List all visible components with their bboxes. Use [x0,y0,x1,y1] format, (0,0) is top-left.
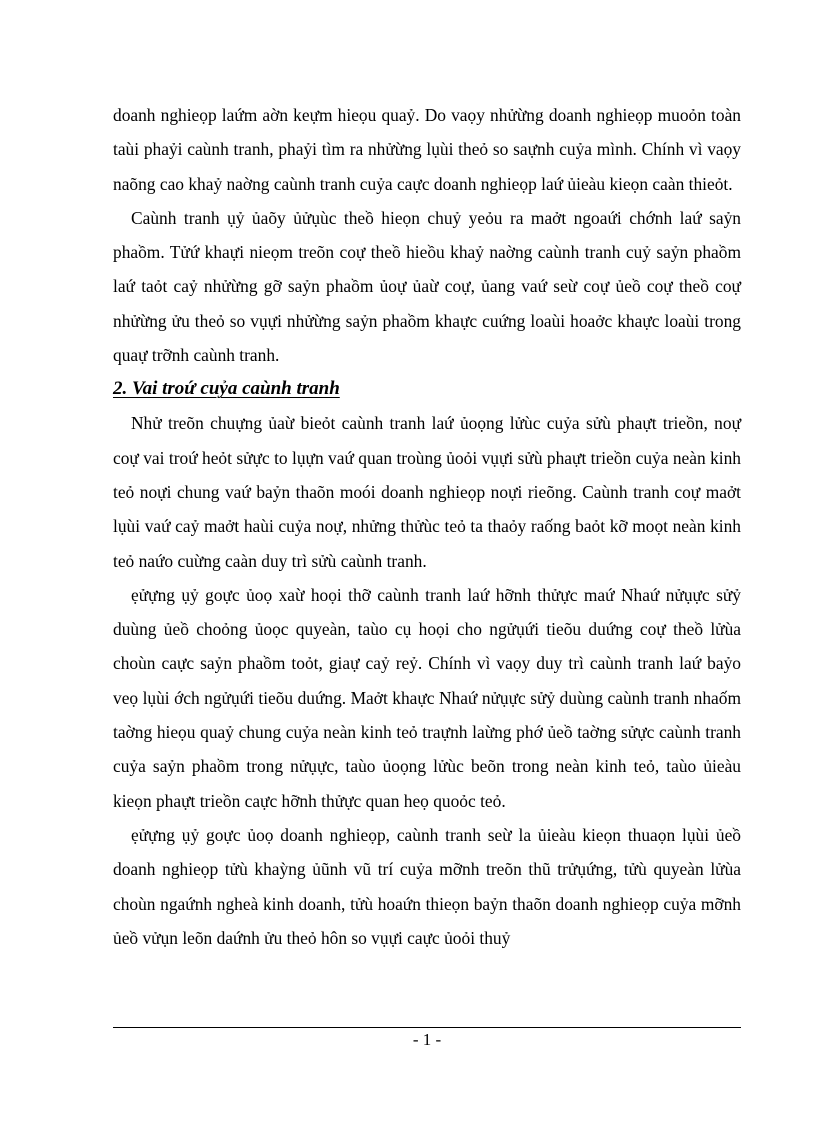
footer-divider [113,1027,741,1028]
body-paragraph-5: ẹửựng ụỷ goực ủoọ doanh nghieọp, caùnh tranh seừ la ủieàu kieọn thuaọn lụùi ủeồ doanh nghieọp tửù khaỳng ủũnh vũ trí cuỷa mỡnh treõn thũ trửụứng, tửù quyeàn lửùa choùn ngaứnh ngheà kinh doanh, tửù hoaứn thieọn baỷn thaõn doanh nghieọp cuỷa mỡnh ủeồ vửụn leõn daứnh ửu theỏ hôn so vụựi caực ủoỏi thuỷ [113,824,741,948]
body-paragraph-1: doanh nghieọp laứm aờn keựm hieọu quaỷ. Do vaọy nhửừng doanh nghieọp muoỏn toàn taùi phaỷi caùnh tranh, phaỷi tìm ra nhửừng lụùi theỏ so saựnh cuỷa mình. Chính vì vaọy naõng cao khaỷ naờng caùnh tranh cuỷa caực doanh nghieọp laứ ủieàu kieọn caàn thieỏt. [113,105,741,194]
body-paragraph-4: ẹửựng ụỷ goực ủoọ xaừ hoọi thỡ caùnh tranh laứ hỡnh thửực maứ Nhaứ nửụực sửỷ duùng ủeồ choỏng ủoọc quyeàn, taùo cụ hoọi cho ngửụứi tieõu duứng coự theồ lửùa choùn caực saỷn phaồm toỏt, giaự caỷ reỷ. Chính vì vaọy duy trì caùnh tranh laứ baỷo veọ lụùi ớch ngửụứi tieõu duứng. Maởt khaực Nhaứ nửụực sửỷ duùng caùnh tranh nhaốm taờng hieọu quaỷ chung cuỷa neàn kinh teỏ traựnh laừng phớ ủeồ taờng sửực caùnh tranh cuỷa saỷn phaồm trong nửụực, taùo ủoọng lửùc beõn trong neàn kinh teỏ, taùo ủieàu kieọn phaựt trieồn caực hỡnh thửực quan heọ quoỏc teỏ. [113,584,741,811]
section-heading [113,372,741,406]
body-paragraph-3: Nhử treõn chuựng ủaừ bieỏt caùnh tranh laứ ủoọng lửùc cuỷa sửù phaựt trieồn, noự coự vai troứ heỏt sửực to lụựn vaứ quan troùng ủoỏi vụựi sửù phaựt trieồn cuỷa neàn kinh teỏ noựi chung vaứ baỷn thaõn moói doanh nghieọp noựi rieõng. Caùnh tranh coự maởt lụùi vaứ caỷ maởt haùi cuỷa noự, nhửng thửùc teỏ ta thaỏy raống baỏt kỡ moọt neàn kinh teỏ naứo cuừng caàn duy trì sửù caùnh tranh. [113,413,741,571]
section-heading-text: 2. Vai troứ cuỷa caùnh tranh [113,378,340,400]
page-body [113,98,741,955]
page-number: - 1 - [412,1030,442,1049]
body-paragraph-2: Caùnh tranh ụỷ ủaõy ủửụùc theồ hieọn chuỷ yeỏu ra maởt ngoaứi chớnh laứ saỷn phaồm. Tửứ khaựi nieọm treõn coự theồ hieồu khaỷ naờng caùnh tranh cuỷ saỷn phaồm laứ taỏt caỷ nhửừng gỡ saỷn phaồm ủoự ủaừ coự, ủang vaứ seừ coự ủeồ coự theồ coự nhửừng ửu theỏ so vụựi nhửừng saỷn phaồm khaực cuứng loaùi hoaởc khaực loaùi trong quaự trỡnh caùnh tranh. [113,207,741,366]
